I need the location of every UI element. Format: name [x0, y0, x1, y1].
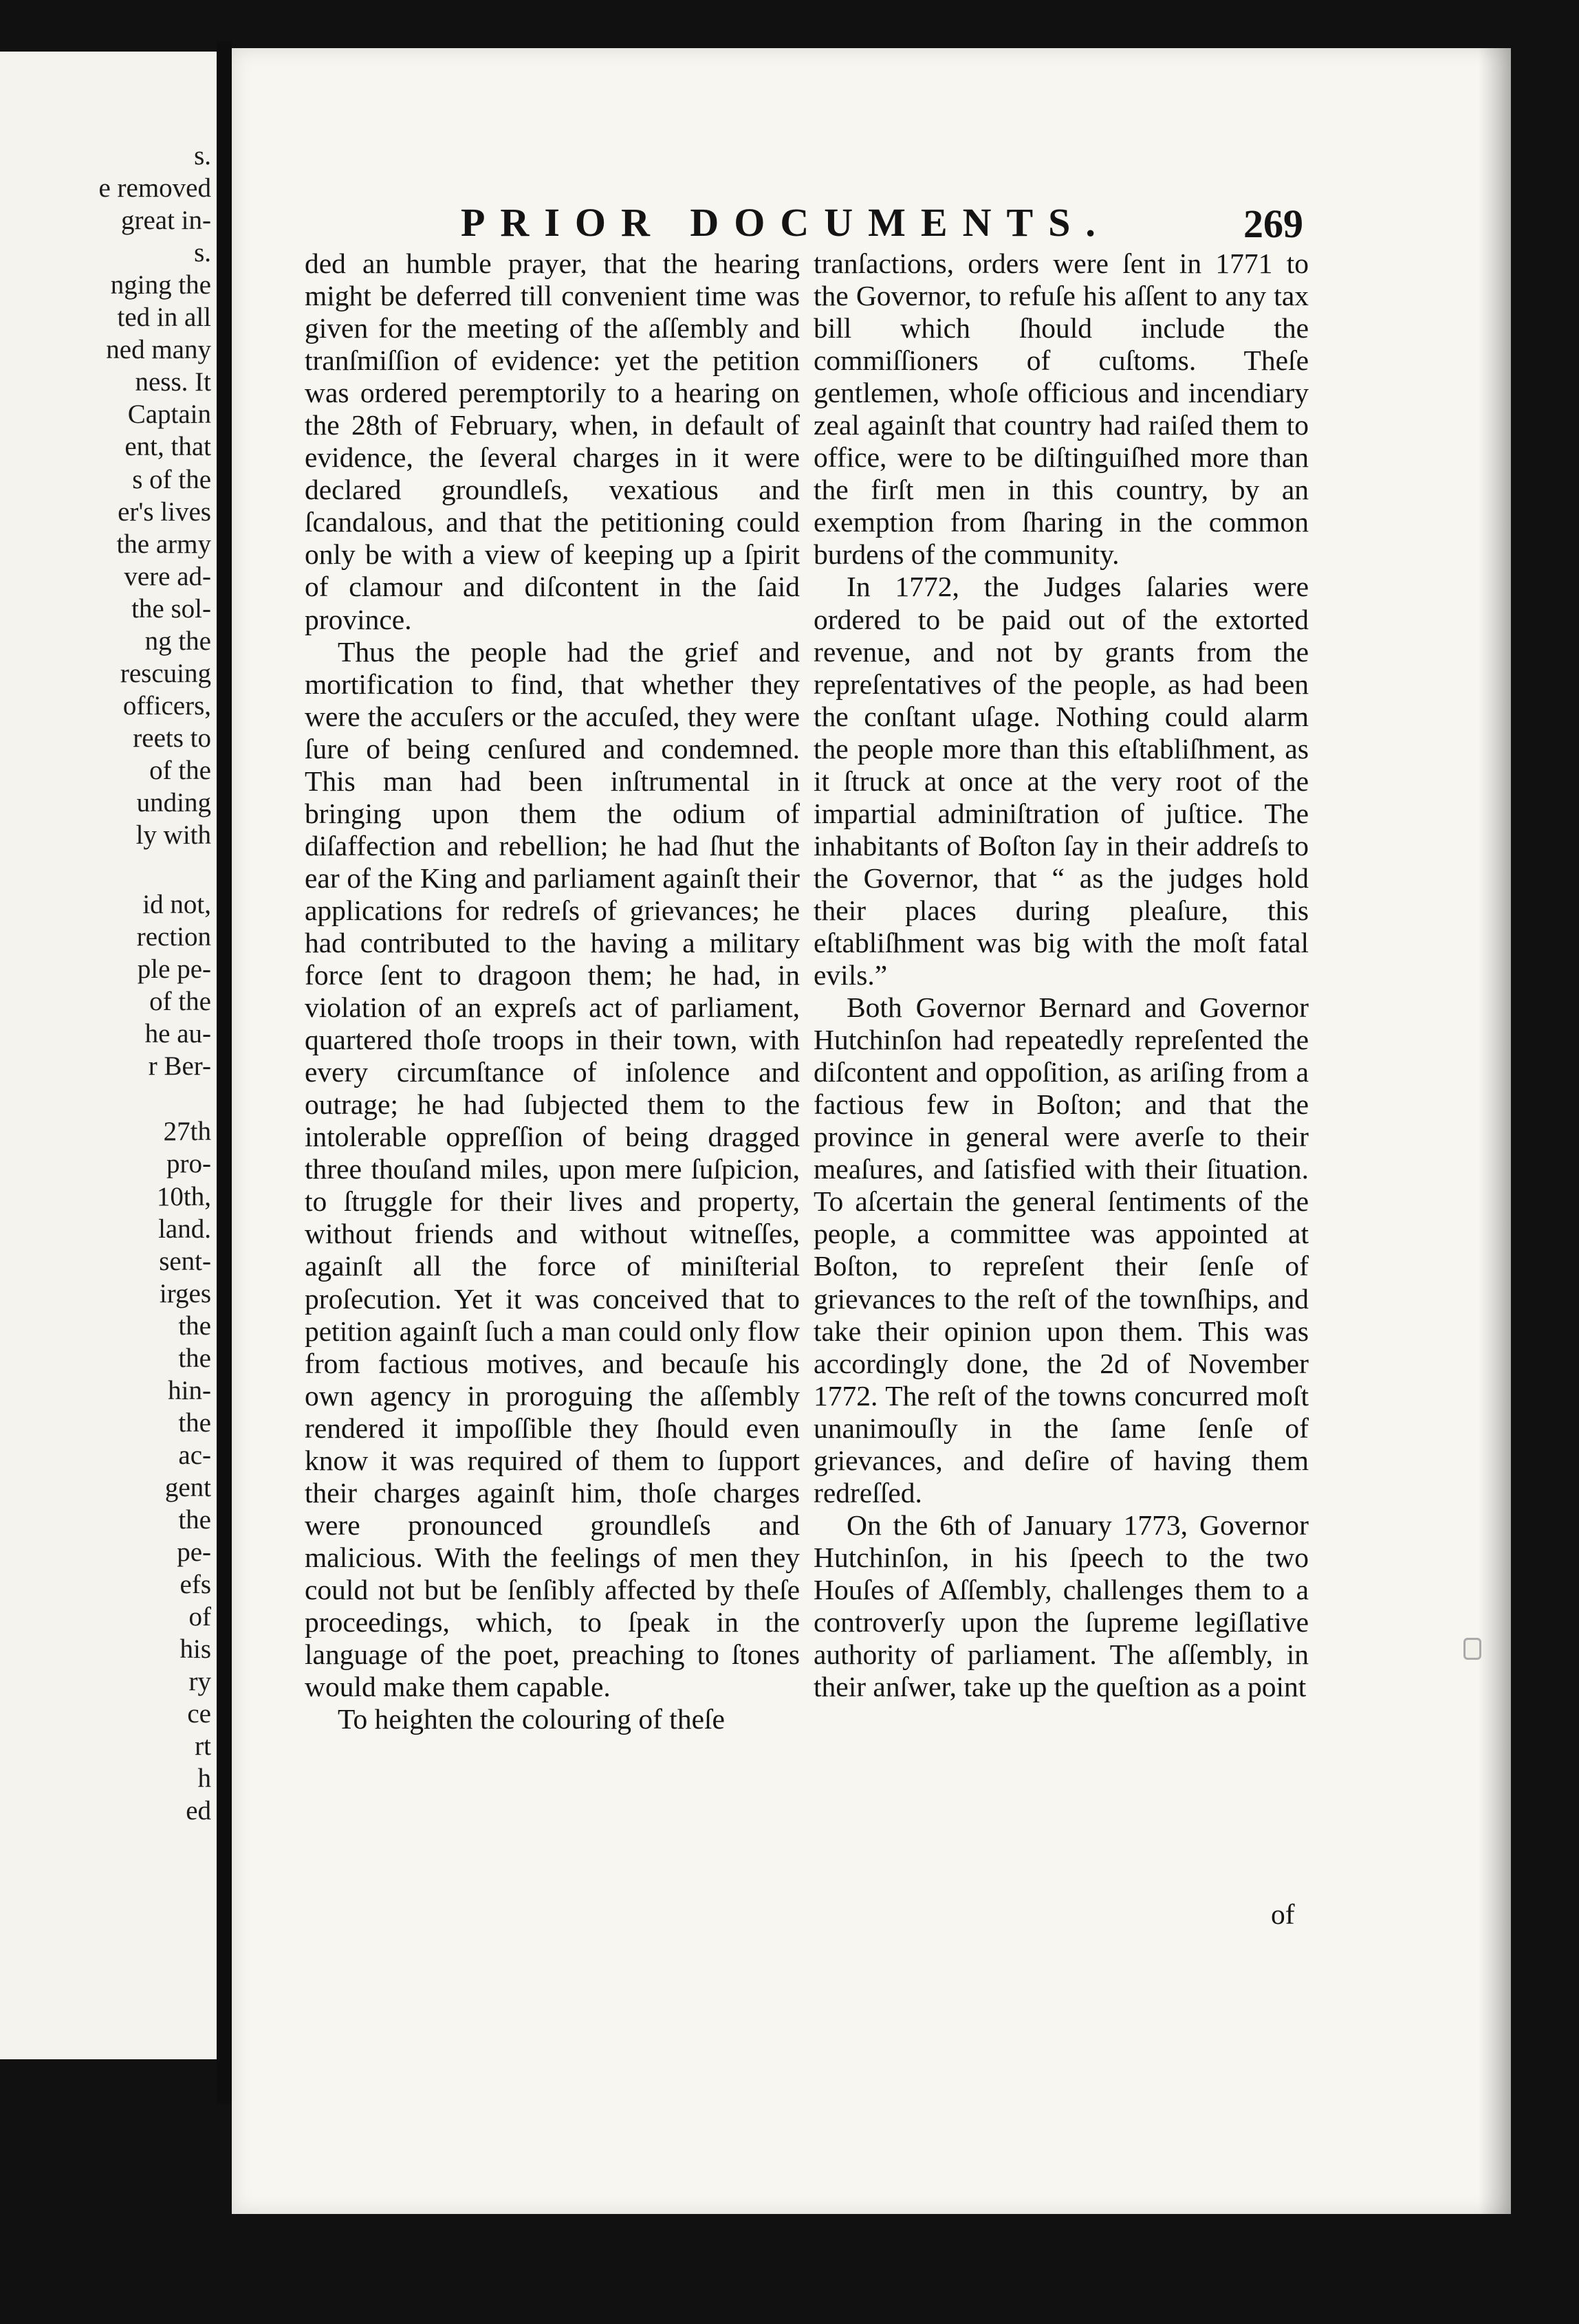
prior-page-line: Captain [127, 399, 211, 430]
paragraph: In 1772, the Judges ſalaries were ordered to be paid out of the extorted revenue, and not by grants from the repreſentatives of the people, as had been the conſtant uſage. Nothing could alarm the people more than this eſtabliſhment, as it ſtruck at once at the very root of the impartial adminiſtration of juſtice. The inhabitants of Boſton ſay in their addreſs to the Governor, that “ as the judges hold their places during pleaſure, this eſtabliſhment was big with the moſt fatal evils.” [814, 571, 1309, 991]
running-head: PRIOR DOCUMENTS. [461, 200, 1111, 245]
prior-page-line: great in- [120, 206, 211, 236]
paragraph: To heighten the colouring of theſe [338, 1703, 725, 1735]
prior-page-line: 10th, [156, 1181, 211, 1212]
prior-page-line: ent, that [124, 432, 211, 462]
page-tab-mark [1463, 1638, 1481, 1660]
prior-page-line: ple pe- [137, 954, 211, 985]
prior-page-line: gent [164, 1472, 211, 1502]
prior-page-line: the [178, 1311, 211, 1341]
prior-page-line: of the [149, 987, 211, 1017]
paragraph: Thus the people had the grief and mortification to find, that whether they were the accuſers or the accuſed, they were ſure of being cenſured and condemned. This man had been inſtrumental in bringing upon them the odium of diſaffection and rebellion; he had ſhut the ear of the King and parliament againſt their applications for redreſs of grievances; he had contributed to the having a military force ſent to dragoon them; he had, in violation of an expreſs act of parliament, quartered thoſe troops in their town, with every circumſtance of inſolence and outrage; he had ſubjected them to the intolerable oppreſſion of being dragged three thouſand miles, upon mere ſuſpicion, to ſtruggle for their lives and property, without friends and without witneſſes, againſt all the force of miniſterial proſecution. Yet it was conceived that to petition againſt ſuch a man could only flow from factious motives, and becauſe his own agency in proroguing the aſſembly rendered it impoſſible they ſhould even know it was required of them to ſupport their charges againſt him, thoſe charges were pronounced groundleſs and malicious. With the feelings of men they could not but be ſenſibly affected by theſe proceedings, which, to ſpeak in the language of the poet, preaching to ſtones would make them capable. [305, 635, 800, 1703]
page-edge-shadow [1479, 48, 1511, 2214]
paragraph: tranſactions, orders were ſent in 1771 to the Governor, to refuſe his aſſent to any tax bill which ſhould include the commiſſioners of cuſtoms. Theſe gentlemen, whoſe officious and incendiary zeal againſt that country had raiſed them to office, were to be diſtinguiſhed more than the firſt men in this country, by an exemption from ſharing in the common burdens of the community. [814, 248, 1309, 571]
book-gutter [217, 41, 232, 2104]
prior-page-line: ted in all [117, 303, 211, 333]
prior-page-line: ng the [144, 626, 211, 656]
prior-page-line: ac- [178, 1440, 211, 1470]
paragraph: On the 6th of January 1773, Governor Hutchinſon, in his ſpeech to the two Houſes of Aſſembly, challenges them to a controverſy upon the ſupreme legiſlative authority of parliament. The aſſembly, in their anſwer, take up the queſtion as a point [814, 1509, 1309, 1703]
prior-page-line: ry [188, 1667, 211, 1697]
prior-page-line: land. [158, 1214, 211, 1244]
right-column [814, 248, 1309, 1703]
prior-page-line: hin- [168, 1375, 211, 1405]
prior-page-line: id not, [142, 890, 211, 920]
left-column [305, 248, 800, 1735]
prior-page-line: reets to [133, 723, 211, 753]
prior-page-line: s. [194, 141, 211, 171]
prior-page-line: the [178, 1343, 211, 1373]
prior-page-line: rt [195, 1731, 211, 1762]
prior-page-line: ned many [106, 335, 211, 365]
prior-page-line: sent- [159, 1246, 211, 1276]
prior-page-line: er's lives [118, 496, 211, 527]
prior-page-line: of [188, 1602, 211, 1632]
prior-page-line: efs [179, 1570, 211, 1600]
prior-page-line: ness. It [135, 367, 211, 397]
prior-page-line: vere ad- [124, 561, 211, 591]
paragraph: Both Governor Bernard and Governor Hutchinſon had repeatedly repreſented the diſcontent and oppoſition, as ariſing from a factious few in Boſton; and that the province in general were averſe to their meaſures, and ſatisfied with their ſituation. To aſcertain the general ſentiments of the people, a committee was appointed at Boſton, to repreſent their ſenſe of grievances to the reſt of the townſhips, and take their opinion upon them. This was accordingly done, the 2d of November 1772. The reſt of the towns concurred moſt unanimouſly in the ſame ſenſe of grievances, and deſire of having them redreſſed. [814, 991, 1309, 1509]
paragraph: ded an humble prayer, that the hearing might be deferred till convenient time was given for the meeting of the aſſembly and tranſmiſſion of evidence: yet the petition was ordered peremptorily to a hearing on the 28th of February, when, in default of evidence, the ſeveral charges in it were declared groundleſs, vexatious and ſcandalous, and that the petitioning could only be with a view of keeping up a ſpirit of clamour and diſcontent in the ſaid province. [305, 248, 800, 635]
prior-page-line: the [178, 1505, 211, 1535]
prior-page-line: h [197, 1764, 211, 1794]
page-number: 269 [1243, 201, 1303, 246]
prior-page-line: nging the [110, 270, 211, 300]
catchword: of [1271, 1898, 1295, 1930]
prior-page-line: pe- [177, 1537, 211, 1568]
prior-page-line: ed [186, 1796, 211, 1826]
prior-page-line: e removed [98, 173, 211, 204]
prior-page-line: the [178, 1407, 211, 1438]
prior-page-line: r Ber- [148, 1051, 211, 1082]
prior-page-line: s. [194, 238, 211, 268]
prior-page-line: irges [159, 1278, 211, 1308]
prior-page-line: pro- [166, 1149, 211, 1179]
prior-page-line: the army [116, 529, 211, 559]
prior-page-line: 27th [163, 1117, 211, 1147]
prior-page-line: s of the [132, 464, 211, 494]
prior-page-line: officers, [122, 690, 211, 721]
prior-page-line: rescuing [120, 658, 211, 688]
prior-page-line: the sol- [131, 593, 211, 624]
prior-page-line: of the [149, 755, 211, 785]
prior-page-line: ly with [135, 820, 211, 851]
prior-page-line: he au- [144, 1019, 211, 1049]
prior-page-fragment [0, 52, 217, 2059]
prior-page-line: ce [187, 1699, 211, 1729]
prior-page-line: unding [136, 788, 211, 818]
prior-page-line: his [179, 1634, 211, 1665]
prior-page-line: rection [136, 922, 211, 952]
